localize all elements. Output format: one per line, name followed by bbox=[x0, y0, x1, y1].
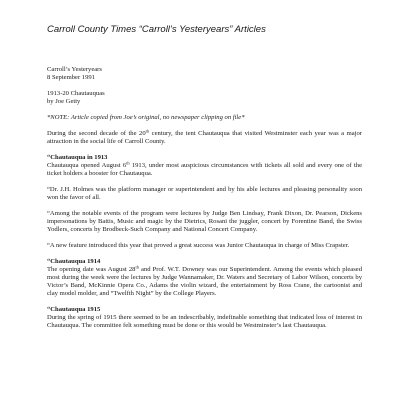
article-headline: 1913-20 Chautauquas bbox=[47, 90, 105, 97]
section-heading-1914: “Chautauqua 1914 bbox=[47, 258, 101, 265]
archive-note: *NOTE: Article copied from Joe’s original, no newspaper clipping on file* bbox=[47, 114, 245, 121]
paragraph-intro-text-b: century, the tent Chautauqua that visited Westminster each year was a major attraction in the social life of Carroll County. bbox=[47, 130, 362, 145]
paragraph-1913-text-b: 1913, under most auspicious circumstances with tickets all sold and every one of the ticket holders a booster for Chautauqua. bbox=[47, 162, 363, 177]
paragraph-intro-superscript: th bbox=[145, 128, 150, 134]
paragraph-1914-text-a: The opening date was August 28 bbox=[47, 266, 136, 273]
paragraph-1914-superscript: th bbox=[135, 264, 139, 270]
paragraph-intro bbox=[47, 130, 362, 146]
article-date: 8 September 1991 bbox=[47, 74, 95, 81]
paragraph-1913-opening bbox=[47, 162, 362, 178]
paragraph-intro-text-a: During the second decade of the 20 bbox=[47, 130, 146, 137]
paragraph-1914-text-b: and Prof. W.T. Downey was our Superintendent. Among the events which pleased most during the week were the lectures by Judge Wannamaker, Dr. Waters and Secretary of Labor Wilson, concerts by Victor’s Band, McKinnie Opera Co., Adams the violin wizard, the entertainment by Ross Crane, the cartoonist and clay model molder, and “Twelfth Night” by the College Players. bbox=[47, 266, 362, 297]
section-heading-1913: “Chautauqua in 1913 bbox=[47, 154, 108, 161]
paragraph-holmes: “Dr. J.H. Holmes was the platform manager or superintendent and by his able lectures and pleasing personality soon won the favor of all. bbox=[47, 186, 362, 201]
paragraph-1914 bbox=[47, 266, 362, 298]
document-header-title: Carroll County Times “Carroll’s Yesteryears” Articles bbox=[47, 24, 266, 35]
article-byline: by Joe Getty bbox=[47, 98, 81, 105]
paragraph-junior-chautauqua: “A new feature introduced this year that proved a great success was Junior Chautauqua in charge of Miss Crapster. bbox=[47, 242, 350, 249]
article-body bbox=[47, 66, 362, 330]
section-heading-1915: “Chautauqua 1915 bbox=[47, 306, 101, 313]
paragraph-1913-superscript: th bbox=[126, 160, 130, 166]
paragraph-1915: During the spring of 1915 there seemed to be an indescribably, indefinable something that indicated loss of interest in Chautauqua. The committee felt something must be done or this would be Westminster’s last Chautauqua. bbox=[47, 314, 362, 329]
column-name: Carroll’s Yesteryears bbox=[47, 66, 102, 73]
paragraph-notable-events: “Among the notable events of the program were lectures by Judge Ben Lindsay, Frank Dixon, Dr. Pearson, Dickens impersonations by Battis, Music and magic by the Dietrics, Rosani the juggler, concert by Forentine Band, the Swiss Yodlers, concerts by Brodbeck-Such Company and National Concert Company. bbox=[47, 210, 362, 233]
paragraph-1913-text-a: Chautauqua opened August 6 bbox=[47, 162, 127, 169]
